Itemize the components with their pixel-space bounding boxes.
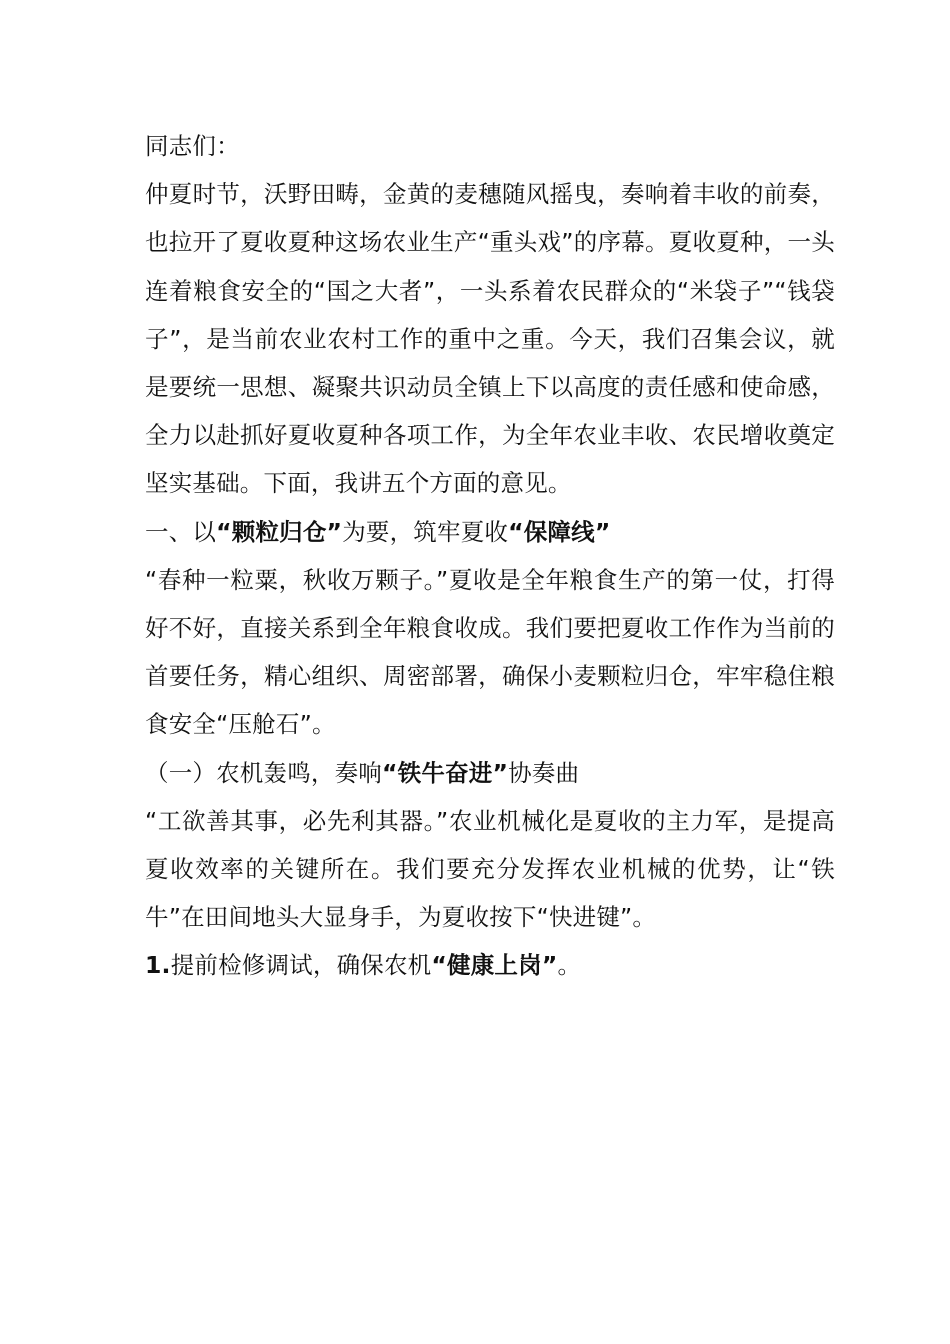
section-1-heading-quote-2: “保障线” (508, 517, 611, 546)
item-1-end: 。 (557, 951, 582, 980)
salutation: 同志们： (145, 132, 240, 160)
item-1-heading (145, 941, 835, 989)
item-1-quote: “健康上岗” (431, 951, 558, 980)
subsection-1-heading (145, 749, 835, 797)
section-1-heading-prefix: 一、以 (145, 517, 217, 546)
subsection-1-heading-quote: “铁牛奋进” (382, 758, 509, 787)
item-1-text: 提前检修调试，确保农机 (170, 951, 432, 980)
section-1-heading-quote-1: “颗粒归仓” (216, 517, 343, 546)
intro-paragraph: 仲夏时节，沃野田畴，金黄的麦穗随风摇曳，奏响着丰收的前奏，也拉开了夏收夏种这场农业生产“重头戏”的序幕。夏收夏种，一头连着粮食安全的“国之大者”，一头系着农民群众的“米袋子”“钱袋子”，是当前农业农村工作的重中之重。今天，我们召集会议，就是要统一思想、凝聚共识动员全镇上下以高度的责任感和使命感，全力以赴抓好夏收夏种各项工作，为全年农业丰收、农民增收奠定坚实基础。下面，我讲五个方面的意见。 (145, 180, 835, 498)
document-body (145, 122, 835, 990)
section-1-heading-middle: 为要，筑牢夏收 (342, 517, 509, 546)
subsection-1-body: “工欲善其事，必先利其器。”农业机械化是夏收的主力军，是提高夏收效率的关键所在。我们要充分发挥农业机械的优势，让“铁牛”在田间地头大显身手，为夏收按下“快进键”。 (145, 806, 835, 932)
subsection-1-heading-suffix: 协奏曲 (508, 758, 580, 787)
section-1-heading (145, 508, 835, 556)
section-1-body: “春种一粒粟，秋收万颗子。”夏收是全年粮食生产的第一仗，打得好不好，直接关系到全年粮食收成。我们要把夏收工作作为当前的首要任务，精心组织、周密部署，确保小麦颗粒归仓，牢牢稳住粮食安全“压舱石”。 (145, 565, 835, 739)
item-1-number: 1. (145, 951, 171, 980)
subsection-1-heading-prefix: （一）农机轰鸣，奏响 (145, 758, 382, 787)
